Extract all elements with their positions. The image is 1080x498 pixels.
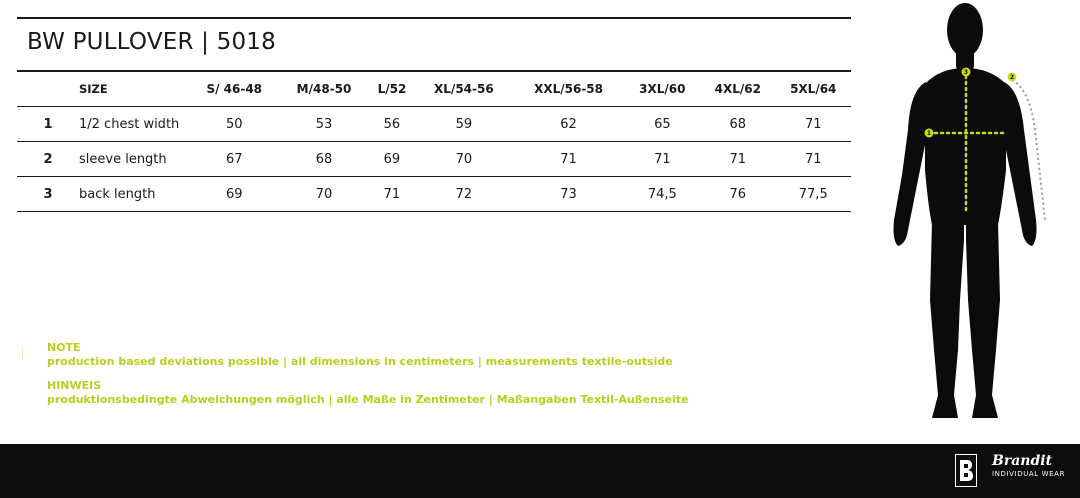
- table-cell: 50: [189, 107, 280, 142]
- table-cell: 71: [776, 142, 852, 177]
- table-cell: 73: [512, 177, 624, 212]
- table-cell: 69: [189, 177, 280, 212]
- brand-name: Brandit: [992, 453, 1053, 469]
- table-cell: 71: [625, 142, 700, 177]
- body-measurement-figure: [880, 0, 1060, 440]
- page-title: BW PULLOVER | 5018: [27, 29, 276, 55]
- notes-accent-mark: [22, 347, 26, 359]
- size-header: 4XL/62: [714, 82, 761, 96]
- size-header: L/52: [377, 82, 407, 96]
- row-label: back length: [79, 177, 189, 212]
- row-number: 2: [17, 142, 79, 177]
- table-cell: 62: [512, 107, 624, 142]
- hinweis-block: [47, 379, 688, 407]
- table-cell: 72: [415, 177, 512, 212]
- brand-tagline: INDIVIDUAL WEAR: [992, 470, 1066, 478]
- table-cell: 71: [512, 142, 624, 177]
- row-label: sleeve length: [79, 142, 189, 177]
- table-cell: 74,5: [625, 177, 700, 212]
- table-row: [17, 177, 851, 212]
- top-rule: [17, 17, 851, 19]
- table-cell: 71: [776, 107, 852, 142]
- brand-wordmark: [992, 453, 1065, 478]
- row-number-header: [17, 72, 79, 107]
- table-cell: 71: [369, 177, 416, 212]
- size-table: [17, 72, 851, 212]
- marker-1-label: 1: [926, 130, 932, 137]
- table-cell: 76: [700, 177, 775, 212]
- table-cell: 71: [700, 142, 775, 177]
- footer-bar: [0, 444, 1080, 498]
- size-header: XL/54-56: [434, 82, 494, 96]
- table-cell: 68: [700, 107, 775, 142]
- notes-section: [22, 341, 688, 407]
- row-number: 1: [17, 107, 79, 142]
- marker-3-label: 3: [963, 69, 969, 76]
- table-cell: 53: [280, 107, 369, 142]
- size-header-label: SIZE: [79, 82, 108, 96]
- marker-2-label: 2: [1009, 74, 1015, 81]
- table-cell: 70: [415, 142, 512, 177]
- table-row: [17, 142, 851, 177]
- brandit-logo-icon: [955, 454, 977, 487]
- hinweis-title: HINWEIS: [47, 379, 102, 392]
- size-header: 3XL/60: [639, 82, 686, 96]
- size-header: M/48-50: [296, 82, 352, 96]
- size-header-row: [17, 72, 851, 107]
- hinweis-text: produktionsbedingte Abweichungen möglich | alle Maße in Zentimeter | Maßangaben Textil-Außenseite: [47, 393, 689, 406]
- note-block: [47, 341, 688, 369]
- table-cell: 56: [369, 107, 416, 142]
- table-cell: 59: [415, 107, 512, 142]
- table-cell: 67: [189, 142, 280, 177]
- note-title: NOTE: [47, 341, 81, 354]
- size-header: S/ 46-48: [206, 82, 263, 96]
- table-cell: 68: [280, 142, 369, 177]
- table-cell: 77,5: [776, 177, 852, 212]
- size-header: 5XL/64: [790, 82, 837, 96]
- table-row: [17, 107, 851, 142]
- table-cell: 69: [369, 142, 416, 177]
- note-text: production based deviations possible | all dimensions in centimeters | measurements textile-outside: [47, 355, 673, 368]
- table-cell: 70: [280, 177, 369, 212]
- size-header: XXL/56-58: [534, 82, 603, 96]
- row-number: 3: [17, 177, 79, 212]
- row-label: 1/2 chest width: [79, 107, 189, 142]
- table-cell: 65: [625, 107, 700, 142]
